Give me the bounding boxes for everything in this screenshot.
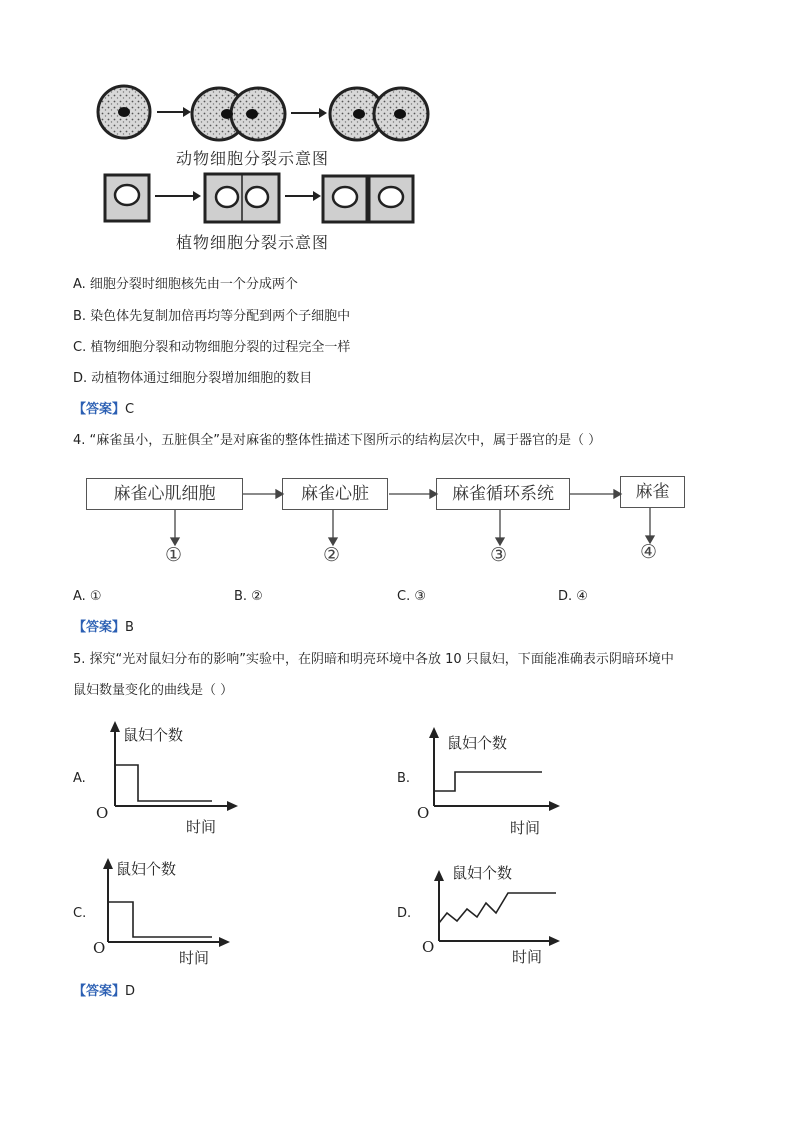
graph-a-label: A. — [73, 771, 86, 786]
chain-box-organism: 麻雀 — [620, 476, 685, 508]
plant-division-caption: 植物细胞分裂示意图 — [176, 233, 330, 252]
answer-tag: 【答案】 — [73, 984, 126, 999]
q4-option-c: C. ③ — [397, 589, 426, 604]
graph-b-origin: O — [417, 804, 430, 822]
answer-tag: 【答案】 — [73, 620, 126, 635]
plant-cell-stage-2 — [205, 174, 279, 222]
q3-answer — [73, 402, 134, 418]
graph-c-ylabel: 鼠妇个数 — [116, 860, 177, 878]
answer-value: B — [125, 620, 134, 635]
q4-answer — [73, 620, 134, 636]
graph-a-ylabel: 鼠妇个数 — [123, 726, 184, 744]
marker-2: ② — [323, 544, 341, 566]
q4-chain-arrows — [0, 470, 794, 550]
graph-d-ylabel: 鼠妇个数 — [452, 864, 513, 882]
graph-a-xlabel: 时间 — [186, 818, 217, 836]
q5-answer — [73, 984, 135, 1000]
marker-3: ③ — [490, 544, 508, 566]
graph-c-origin: O — [93, 939, 106, 957]
chain-box-organ: 麻雀心脏 — [282, 478, 388, 510]
arrow-right-icon — [291, 108, 327, 118]
graph-b-ylabel: 鼠妇个数 — [447, 734, 508, 752]
graph-d-xlabel: 时间 — [512, 948, 543, 966]
q3-option-d: D. 动植物体通过细胞分裂增加细胞的数目 — [73, 371, 313, 386]
graph-d-origin: O — [422, 938, 435, 956]
graph-a — [90, 718, 250, 843]
arrow-right-icon — [285, 191, 321, 201]
q3-option-c: C. 植物细胞分裂和动物细胞分裂的过程完全一样 — [73, 340, 351, 355]
graph-c-xlabel: 时间 — [179, 949, 210, 967]
animal-cell-stage-1 — [98, 86, 150, 138]
graph-b-xlabel: 时间 — [510, 819, 541, 837]
animal-cell-stage-3 — [330, 88, 428, 140]
marker-4: ④ — [640, 541, 658, 563]
arrow-right-icon — [157, 107, 191, 117]
q4-stem: 4. “麻雀虽小，五脏俱全”是对麻雀的整体性描述下图所示的结构层次中，属于器官的是（ ） — [73, 433, 602, 448]
marker-1: ① — [165, 544, 183, 566]
graph-c-label: C. — [73, 906, 87, 921]
arrow-right-icon — [155, 191, 201, 201]
chain-box-system: 麻雀循环系统 — [436, 478, 570, 510]
animal-cell-stage-2 — [192, 88, 285, 140]
answer-value: D — [125, 984, 136, 999]
graph-b — [412, 722, 572, 842]
animal-division-caption: 动物细胞分裂示意图 — [176, 149, 330, 168]
q4-option-b: B. ② — [234, 589, 263, 604]
q4-option-a: A. ① — [73, 589, 102, 604]
graph-b-label: B. — [397, 771, 411, 786]
graph-a-origin: O — [96, 804, 109, 822]
answer-value: C — [125, 402, 135, 417]
plant-cell-stage-1 — [105, 175, 149, 221]
q4-option-d: D. ④ — [558, 589, 588, 604]
q5-stem-line-1: 5. 探究“光对鼠妇分布的影响”实验中，在阴暗和明亮环境中各放 10 只鼠妇，下面能准确表示阴暗环境中 — [73, 652, 674, 667]
graph-d — [412, 855, 572, 975]
q5-stem-line-2: 鼠妇数量变化的曲线是（ ） — [73, 683, 234, 698]
q3-option-b: B. 染色体先复制加倍再均等分配到两个子细胞中 — [73, 309, 351, 324]
chain-box-cell: 麻雀心肌细胞 — [86, 478, 243, 510]
q3-option-a: A. 细胞分裂时细胞核先由一个分成两个 — [73, 277, 298, 292]
graph-d-label: D. — [397, 906, 412, 921]
plant-cell-stage-3 — [323, 176, 413, 222]
answer-tag: 【答案】 — [73, 402, 126, 417]
graph-c — [90, 852, 250, 972]
